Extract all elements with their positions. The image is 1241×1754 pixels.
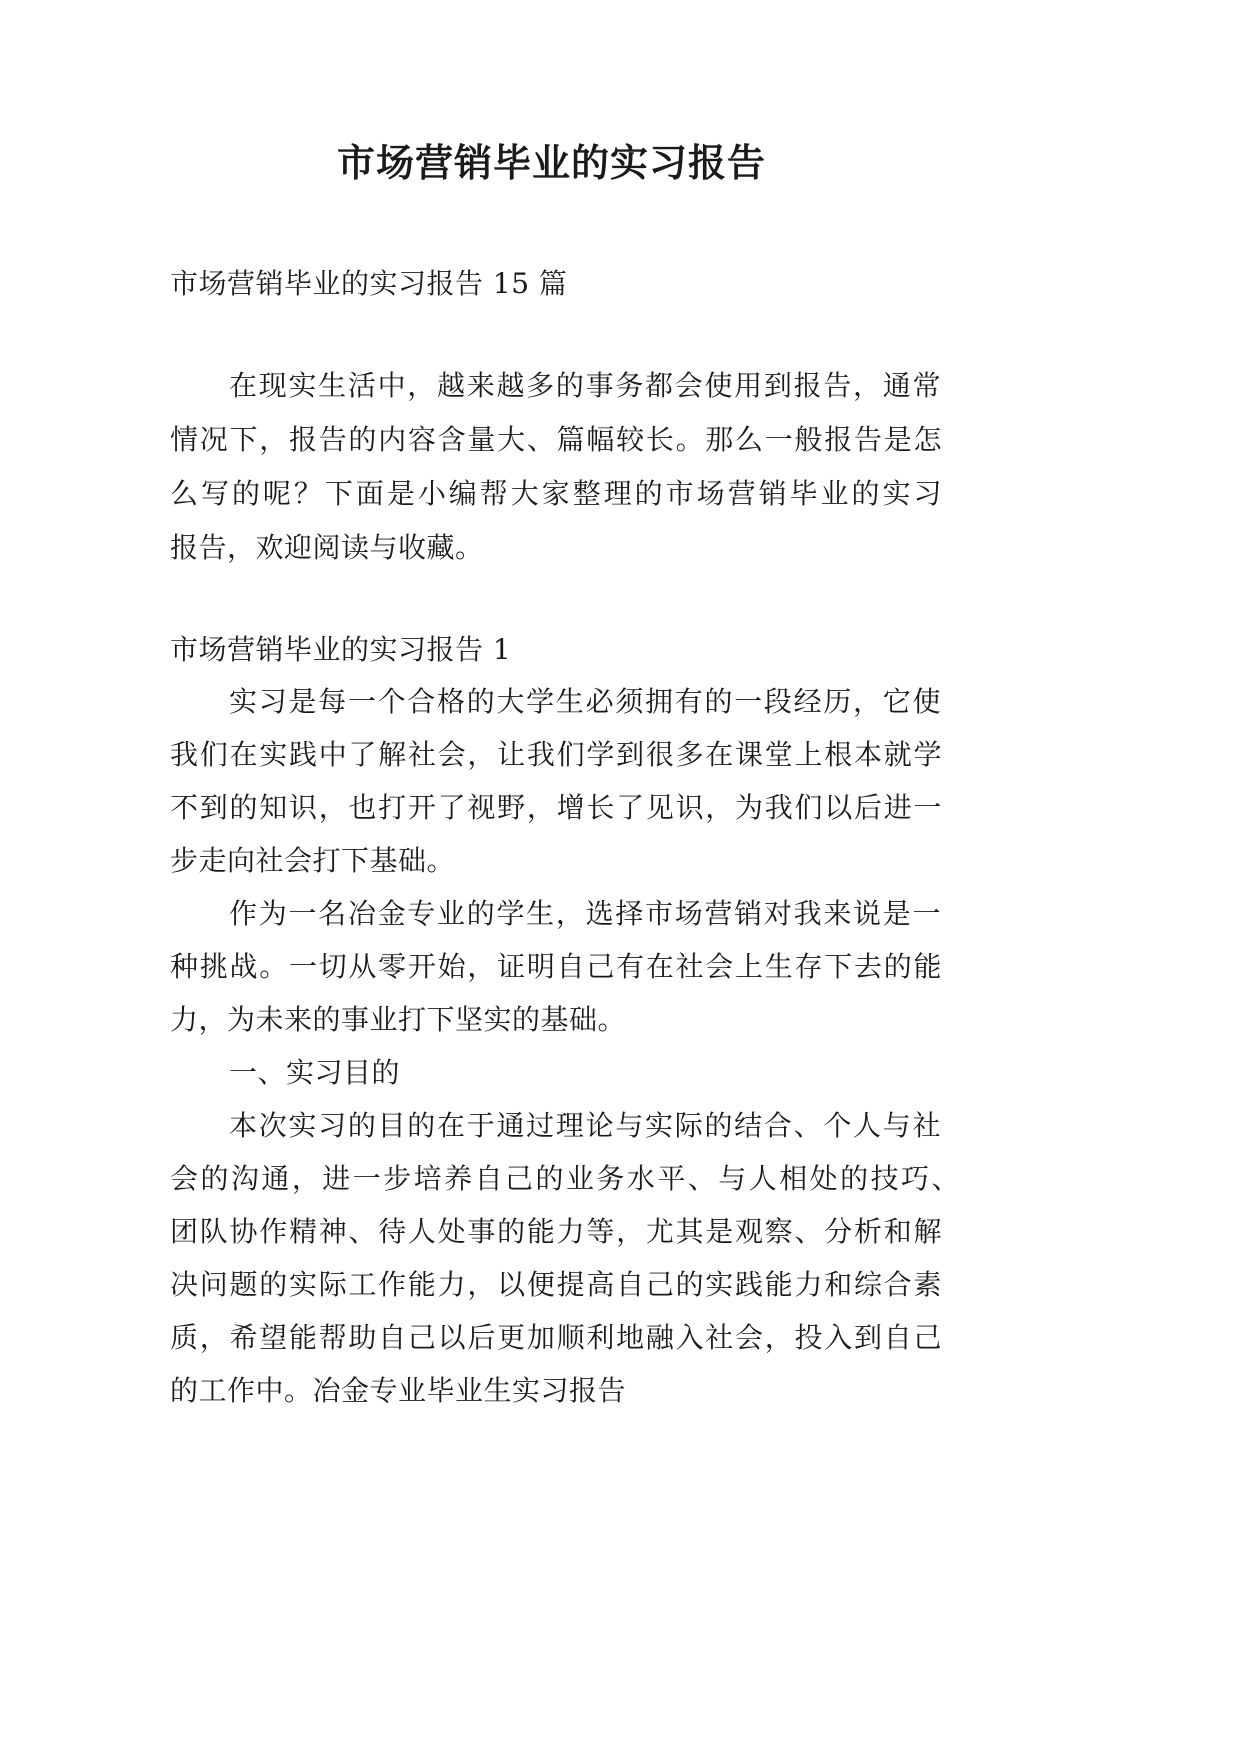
document-title: 市场营销毕业的实习报告: [336, 140, 766, 185]
intro-line: 在现实生活中，越来越多的事务都会使用到报告，通常: [229, 369, 941, 402]
paragraph-line: 决问题的实际工作能力，以便提高自己的实践能力和综合素: [170, 1268, 942, 1301]
paragraph-line: 步走向社会打下基础。: [170, 844, 456, 877]
intro-line: 报告，欢迎阅读与收藏。: [170, 531, 484, 564]
paragraph-line: 团队协作精神、待人处事的能力等，尤其是观察、分析和解: [170, 1215, 942, 1248]
paragraph-line: 质，希望能帮助自己以后更加顺利地融入社会，投入到自己: [170, 1321, 942, 1354]
paragraph-line: 不到的知识，也打开了视野，增长了见识，为我们以后进一: [170, 791, 942, 824]
paragraph-line: 会的沟通，进一步培养自己的业务水平、与人相处的技巧、: [170, 1162, 960, 1195]
intro-line: 么写的呢？下面是小编帮大家整理的市场营销毕业的实习: [170, 477, 942, 510]
paragraph-line: 本次实习的目的在于通过理论与实际的结合、个人与社: [229, 1109, 941, 1142]
paragraph-line: 作为一名冶金专业的学生，选择市场营销对我来说是一: [229, 897, 941, 930]
document-subtitle: 市场营销毕业的实习报告 15 篇: [170, 267, 568, 300]
paragraph-line: 力，为未来的事业打下坚实的基础。: [170, 1003, 627, 1036]
paragraph-line: 我们在实践中了解社会，让我们学到很多在课堂上根本就学: [170, 738, 942, 771]
paragraph-line: 的工作中。冶金专业毕业生实习报告: [170, 1374, 627, 1407]
subheading: 一、实习目的: [229, 1056, 401, 1089]
paragraph-line: 实习是每一个合格的大学生必须拥有的一段经历，它使: [229, 685, 941, 718]
paragraph-line: 种挑战。一切从零开始，证明自己有在社会上生存下去的能: [170, 950, 942, 983]
intro-line: 情况下，报告的内容含量大、篇幅较长。那么一般报告是怎: [170, 423, 942, 456]
section-heading: 市场营销毕业的实习报告 1: [170, 633, 512, 666]
